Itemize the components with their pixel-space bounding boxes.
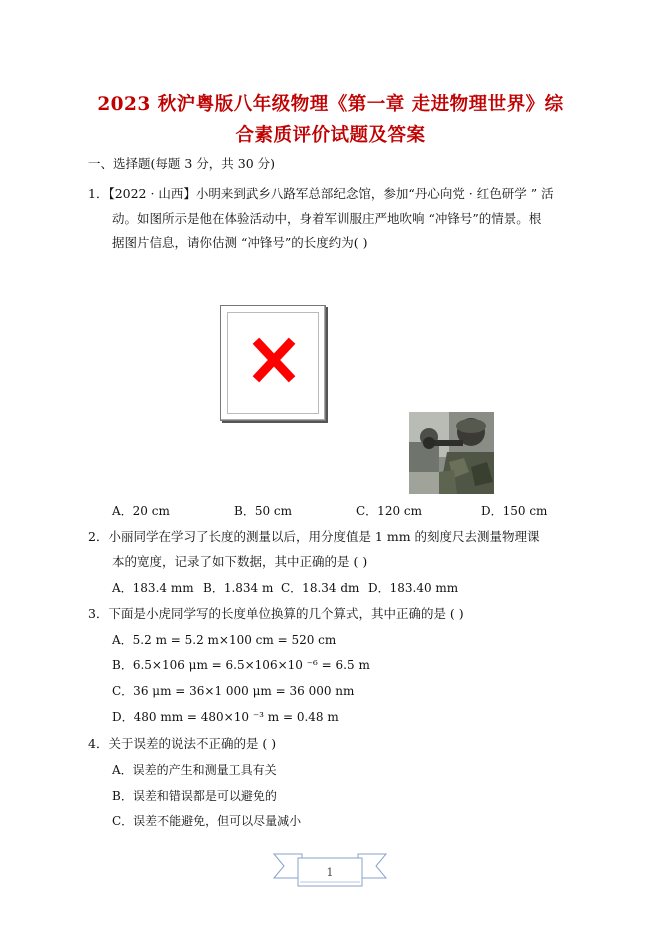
q4-line-1: 4．关于误差的说法不正确的是 ( ) <box>88 736 277 751</box>
red-x-icon <box>221 306 327 422</box>
q1-option-d: D．150 cm <box>481 504 548 518</box>
q4-option-c: C．误差不能避免，但可以尽量减小 <box>112 814 302 828</box>
q3-option-d: D．480 mm = 480×10 ⁻³ m = 0.48 m <box>112 710 339 724</box>
document-title-line-1: 2023 秋沪粤版八年级物理《第一章 走进物理世界》综 <box>97 94 564 115</box>
q1-line-3: 据图片信息，请你估测 “冲锋号”的长度约为( ) <box>112 235 368 250</box>
q2-line-2: 本的宽度，记录了如下数据，其中正确的是 ( ) <box>112 554 368 569</box>
q3-line-1: 3．下面是小虎同学写的长度单位换算的几个算式，其中正确的是 ( ) <box>88 606 464 621</box>
document-title-line-2: 合素质评价试题及答案 <box>235 125 426 146</box>
q2-option-a: A．183.4 mm <box>112 581 194 595</box>
broken-image-icon <box>220 305 326 421</box>
q4-option-b: B．误差和错误都是可以避免的 <box>112 789 277 803</box>
q2-option-d: D．183.40 mm <box>368 581 459 595</box>
soldier-bugle-image <box>409 412 494 494</box>
q3-option-b: B．6.5×106 μm = 6.5×106×10 ⁻⁶ = 6.5 m <box>112 658 370 672</box>
q2-option-b: B．1.834 m <box>203 581 274 595</box>
page-number: 1 <box>326 866 334 879</box>
q1-option-c: C．120 cm <box>356 504 423 518</box>
section-heading: 一、选择题(每题 3 分，共 30 分) <box>88 156 276 171</box>
q1-option-a: A．20 cm <box>112 504 170 518</box>
q1-option-b: B．50 cm <box>234 504 293 518</box>
q2-option-c: C．18.34 dm <box>281 581 360 595</box>
q3-option-c: C．36 μm = 36×1 000 μm = 36 000 nm <box>112 684 355 698</box>
q3-option-a: A．5.2 m = 5.2 m×100 cm = 520 cm <box>112 633 337 647</box>
q2-line-1: 2．小丽同学在学习了长度的测量以后，用分度值是 1 mm 的刻度尺去测量物理课 <box>88 529 540 544</box>
q1-line-2: 动。如图所示是他在体验活动中，身着军训服庄严地吹响 “冲锋号”的情景。根 <box>112 211 542 226</box>
q1-line-1: 1．【2022 · 山西】小明来到武乡八路军总部纪念馆，参加“丹心向党 · 红色研学 ” 活 <box>88 186 554 201</box>
q4-option-a: A．误差的产生和测量工具有关 <box>112 763 277 777</box>
bugle-photo <box>409 412 494 494</box>
